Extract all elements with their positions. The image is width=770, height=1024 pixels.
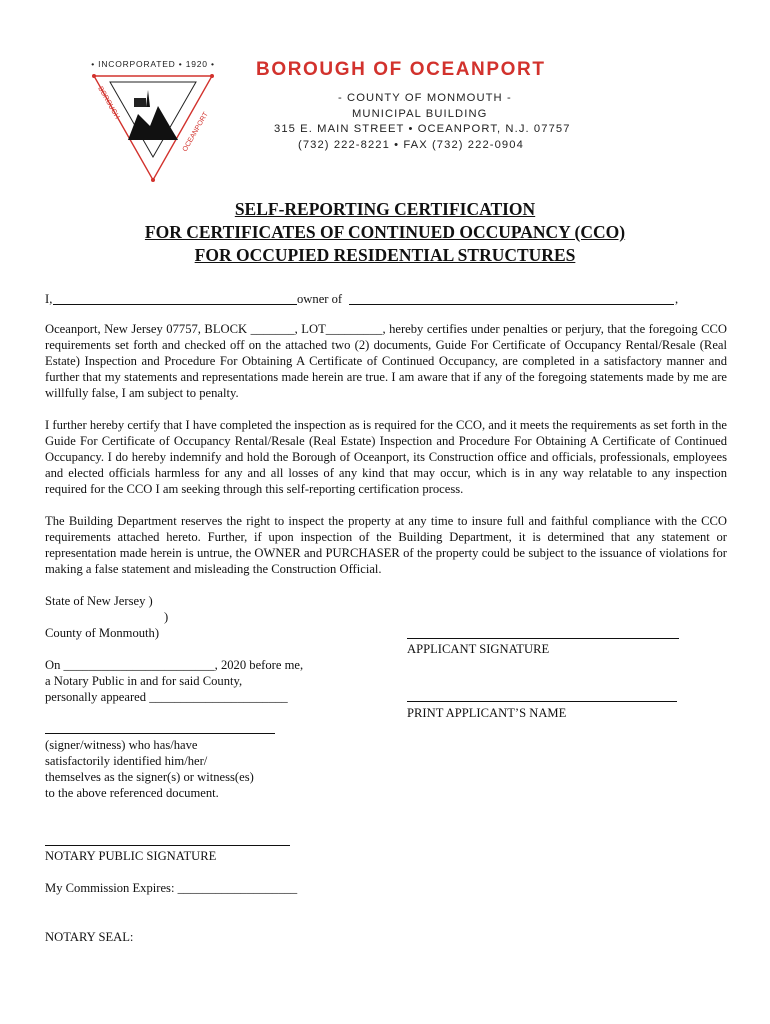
county-line: - COUNTY OF MONMOUTH - — [338, 92, 512, 104]
paragraph-indemnify: I further hereby certify that I have completed the inspection as is required for the CCO, and it meets the requirements as set forth in the Guide For Certificate of Occupancy Rental/Resale (Real Estate) Inspection and Procedure For Obtaining A Certificate of Continued Occupancy. I do hereby indemnify and hold the Borough of Oceanport, its Construction office and officials, professionals, employees and elected officials harmless for any and all losses of any kind that may occur, which is in any way relatable to any inspection required for the CCO I am seeking through this self-reporting certification process. — [45, 418, 727, 496]
county-label: County of Monmouth) — [45, 626, 160, 640]
title-line-1: SELF-REPORTING CERTIFICATION — [234, 199, 536, 219]
applicant-signature-label: APPLICANT SIGNATURE — [407, 642, 550, 656]
owner-name-field[interactable] — [53, 304, 297, 305]
commission-expires-line[interactable]: My Commission Expires: ___________________ — [45, 881, 298, 895]
signer-text-1: (signer/witness) who has/have — [45, 738, 198, 752]
applicant-signature-field[interactable] — [407, 638, 679, 639]
paragraph-inspection-rights: The Building Department reserves the right to inspect the property at any time to insure full and faithful compliance with the CCO requirements attached hereto. Further, if upon inspection of the Building Department, it is determined that any statement or representation made herein is untrue, the OWNER and PURCHASER of the property could be subject to the issuance of violations for making a false statement and misleading the Construction Official. — [45, 514, 727, 576]
state-label: State of New Jersey ) — [45, 594, 153, 608]
building-line: MUNICIPAL BUILDING — [352, 108, 488, 120]
svg-text:• INCORPORATED • 1920 •: • INCORPORATED • 1920 • — [91, 59, 215, 69]
phone-fax-line: (732) 222-8221 • FAX (732) 222-0904 — [298, 139, 524, 151]
title-line-3: FOR OCCUPIED RESIDENTIAL STRUCTURES — [194, 245, 576, 265]
notary-signature-field[interactable] — [45, 845, 290, 846]
property-address-field[interactable] — [349, 304, 674, 305]
applicant-name-label: PRINT APPLICANT’S NAME — [407, 706, 567, 720]
svg-text:OCEANPORT: OCEANPORT — [181, 111, 210, 153]
notary-seal-label: NOTARY SEAL: — [45, 930, 134, 944]
personally-appeared-line[interactable]: personally appeared ______________________ — [45, 690, 288, 704]
owner-of-label: owner of — [297, 292, 343, 306]
signer-name-field[interactable] — [45, 733, 275, 734]
notary-signature-label: NOTARY PUBLIC SIGNATURE — [45, 849, 217, 863]
applicant-name-field[interactable] — [407, 701, 677, 702]
end-comma: , — [675, 292, 679, 306]
i-label: I, — [45, 292, 53, 306]
signer-text-2: satisfactorily identified him/her/ — [45, 754, 208, 768]
notary-date-line[interactable]: On ________________________, 2020 before me, — [45, 658, 304, 672]
venue-paren: ) — [164, 610, 169, 624]
notary-public-line: a Notary Public in and for said County, — [45, 674, 243, 688]
title-line-2: FOR CERTIFICATES OF CONTINUED OCCUPANCY (CCO) — [144, 222, 626, 242]
org-name: BOROUGH OF OCEANPORT — [256, 59, 546, 80]
borough-seal-logo — [78, 52, 228, 192]
svg-text:BOROUGH: BOROUGH — [96, 85, 121, 121]
signer-text-4: to the above referenced document. — [45, 786, 219, 800]
address-line: 315 E. MAIN STREET • OCEANPORT, N.J. 07757 — [274, 123, 571, 135]
signer-text-3: themselves as the signer(s) or witness(es) — [45, 770, 254, 784]
paragraph-certification: Oceanport, New Jersey 07757, BLOCK _______, LOT_________, hereby certifies under penalties or perjury, that the foregoing CCO requirements set forth and checked off on the attached two (2) documents, Guide For Certificate of Occupancy Rental/Resale (Real Estate) Inspection and Procedure For Obtaining A Certificate of Continued Occupancy, are completed in a satisfactory manner and further that my statements and representations made herein are true. I am aware that if any of the foregoing statements made by me are willfully false, I am subject to penalty. — [45, 322, 727, 400]
